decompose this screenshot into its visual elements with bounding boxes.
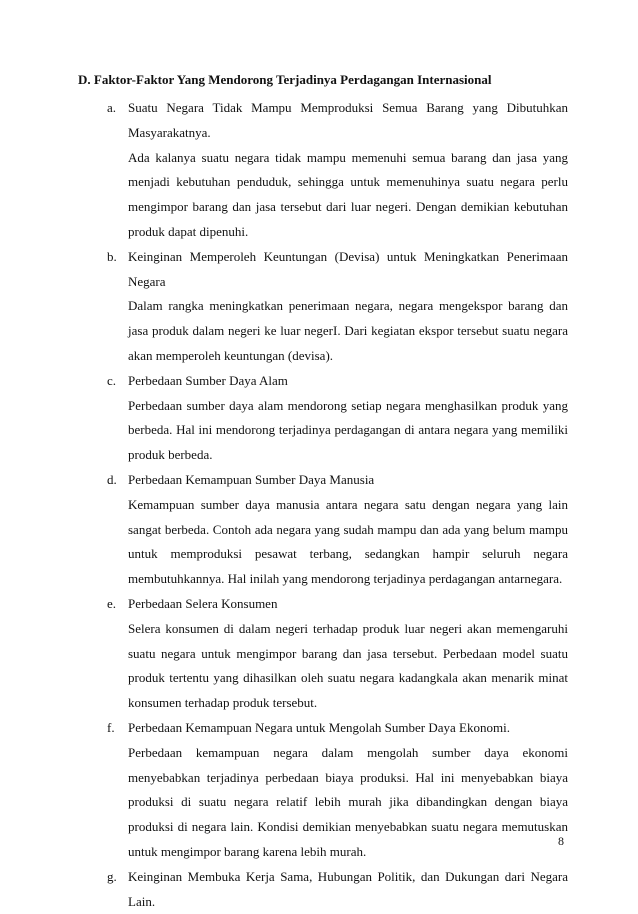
list-item-marker: d. [107,472,117,487]
list-item-title: Perbedaan Kemampuan Negara untuk Mengolah Sumber Daya Ekonomi. [128,720,510,735]
text-line: berbeda. Hal ini mendorong terjadinya perdagangan di antara negara yang memiliki [128,422,568,438]
text-line: Negara [128,273,166,289]
list-item-title: Perbedaan Kemampuan Sumber Daya Manusia [128,472,375,487]
list-item-title: Suatu Negara Tidak Mampu Memproduksi Semua Barang yang Dibutuhkan [128,100,568,115]
list-item-body [128,865,568,914]
text-line: membutuhkannya. Hal inilah yang mendorong terjadinya perdagangan antarnegara. [128,571,563,587]
text-line: Ada kalanya suatu negara tidak mampu memenuhi semua barang dan jasa yang [128,149,568,165]
text-line: untuk memproduksi pesawat terbang, sedangkan hampir seluruh negara [128,546,568,562]
list-item-body [128,468,568,592]
text-line: akan memperoleh keuntungan (devisa). [128,347,334,363]
text-line: Lain. [128,893,156,909]
text-line: produk tertentu yang dihasilkan oleh suatu negara kadangkala akan menarik minat [128,670,568,686]
list-item-marker: g. [107,868,117,884]
list-item-marker: e. [107,596,117,611]
text-line: Perbedaan sumber daya alam mendorong setiap negara menghasilkan produk yang [128,397,568,413]
text-line: Selera konsumen di dalam negeri terhadap produk luar negeri akan memengaruhi [128,620,568,636]
text-line: konsumen terhadap produk tersebut. [128,695,318,711]
list-item-body [128,716,568,865]
text-line: Perbedaan kemampuan negara dalam mengolah sumber daya ekonomi [128,744,568,760]
text-line: mengimpor barang dan jasa tersebut dari luar negeri. Dengan demikian kebutuhan [128,199,568,215]
list-item-title: Keinginan Membuka Kerja Sama, Hubungan Politik, dan Dukungan dari Negara [128,868,568,884]
text-line: untuk mengimpor barang karena lebih murah. [128,843,367,859]
text-line: jasa produk dalam negeri ke luar negerI. Dari kegiatan ekspor tersebut suatu negara [128,323,568,339]
text-line: produksi di negara lain. Kondisi demikian menyebabkan suatu negara memutuskan [128,819,568,835]
section-heading: D. Faktor-Faktor Yang Mendorong Terjadinya Perdagangan Internasional [78,72,492,87]
text-line: menjadi kebutuhan penduduk, sehingga untuk memenuhinya suatu negara perlu [128,174,568,190]
list-item-body [128,245,568,369]
list-item-body [128,96,568,245]
list-item-marker: a. [107,100,117,115]
text-line: produk berbeda. [128,447,213,463]
list-item-title: Perbedaan Sumber Daya Alam [128,372,288,388]
list-item-body [128,369,568,468]
list-item-marker: f. [107,720,115,735]
text-line: Kemampuan sumber daya manusia antara negara satu dengan negara yang lain [128,496,568,512]
text-line: sangat berbeda. Contoh ada negara yang sudah mampu dan ada yang belum mampu [128,521,568,537]
list-item-body [128,592,568,716]
text-line: suatu negara untuk mengimpor barang dan jasa tersebut. Perbedaan model suatu [128,645,568,661]
page-number: 8 [558,834,564,848]
list-item-marker: b. [107,248,117,264]
text-line: Dalam rangka meningkatkan penerimaan negara, negara mengekspor barang dan [128,298,568,314]
text-line: produk dapat dipenuhi. [128,223,249,239]
list-item-marker: c. [107,372,117,388]
text-line: menyebabkan terjadinya perbedaan biaya produksi. Hal ini menyebabkan biaya [128,769,568,785]
list-item-title: Keinginan Memperoleh Keuntungan (Devisa) untuk Meningkatkan Penerimaan [128,248,568,264]
text-line: Masyarakatnya. [128,124,211,140]
list-item-title: Perbedaan Selera Konsumen [128,596,278,611]
text-line: produksi di suatu negara relatif lebih murah jika dibandingkan dengan biaya [128,794,568,810]
